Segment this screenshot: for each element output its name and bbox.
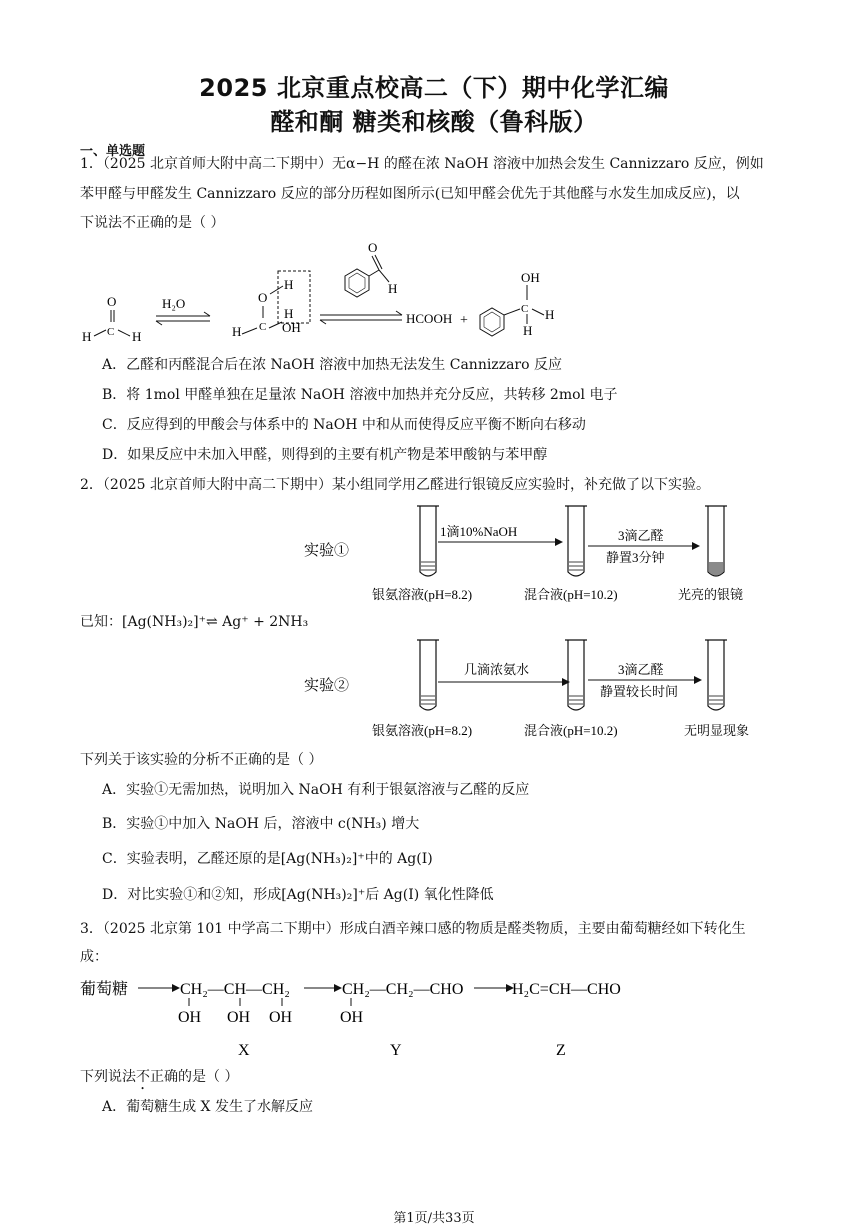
test-tube-1	[417, 640, 439, 710]
q2-known: 已知：[Ag(NH₃)₂]⁺⇌ Ag⁺ + 2NH₃	[80, 614, 309, 630]
benzaldehyde-structure	[345, 240, 397, 297]
atom-label: H	[132, 329, 142, 344]
atom-label: H	[232, 324, 242, 339]
exp1-label: 实验①	[304, 543, 350, 559]
x-formula: CH₂—CH—CH₂	[180, 981, 290, 998]
z-formula: H₂C=CH—CHO	[512, 981, 621, 998]
exp1-tube3-caption: 光亮的银镜	[678, 587, 744, 602]
hydrate-structure	[232, 271, 310, 339]
x-oh-2: OH	[227, 1009, 251, 1026]
q1-option-c: C．反应得到的甲酸会与体系中的 NaOH 中和从而使得反应平衡不断向右移动	[102, 417, 586, 433]
benzyl-alkoxide-structure	[480, 270, 554, 338]
atom-label: H	[545, 307, 555, 322]
test-tube-1	[417, 506, 439, 576]
q1-stem-line2: 苯甲醛与甲醛发生 Cannizzaro 反应的部分历程如图所示(已知甲醛会优先于其他醛与水发生加成反应)，以	[80, 186, 740, 202]
q2-stem: 2．（2025 北京首师大附中高二下期中）某小组同学用乙醛进行银镜反应实验时，补充做了以下实验。	[80, 477, 710, 493]
x-oh-3: OH	[269, 1009, 293, 1026]
atom-label: O	[107, 294, 117, 309]
page-title-line1: 2025 北京重点校高二（下）期中化学汇编	[199, 74, 669, 102]
formaldehyde-structure	[82, 294, 141, 344]
q3-question-emphasis: 不	[136, 1069, 150, 1085]
exp2-tube3-caption: 无明显现象	[684, 723, 750, 738]
plus-sign: +	[460, 313, 468, 328]
q2-option-d: D．对比实验①和②知，形成[Ag(NH₃)₂]⁺后 Ag(I) 氧化性降低	[102, 887, 494, 903]
atom-label: C	[521, 303, 529, 315]
section-label: 一、单选题	[80, 144, 146, 159]
q1-option-a: A．乙醛和丙醛混合后在浓 NaOH 溶液中加热无法发生 Cannizzaro 反应	[102, 357, 562, 373]
q3-question-pre: 下列说法	[80, 1069, 136, 1085]
atom-label: OH	[521, 270, 540, 285]
q1-reaction-scheme	[70, 238, 590, 348]
q3-question-post: 正确的是（ ）	[150, 1069, 239, 1085]
exp2-arrow2-top: 3滴乙醛	[618, 662, 664, 677]
q3-conversion-scheme	[76, 970, 676, 1062]
atom-label: H	[523, 323, 533, 338]
exp1-arrow2-bottom: 静置3分钟	[606, 550, 665, 565]
atom-label: H	[388, 281, 398, 296]
atom-label: OH	[282, 320, 301, 335]
y-oh: OH	[340, 1009, 364, 1026]
q2-experiment-1-diagram	[300, 500, 780, 608]
exp2-tube1-caption: 银氨溶液(pH=8.2)	[372, 723, 473, 738]
atom-label: C	[107, 326, 115, 338]
page-number: 第1页/共33页	[393, 1211, 475, 1226]
q1-stem-line3: 下说法不正确的是（ ）	[80, 215, 225, 231]
h2o-label: H₂O	[162, 296, 186, 311]
exp1-arrow2-top: 3滴乙醛	[618, 528, 664, 543]
label-x: X	[238, 1042, 250, 1059]
q2-experiment-2-diagram	[300, 634, 780, 742]
atom-label: H	[284, 306, 294, 321]
exp2-arrow2-bottom: 静置较长时间	[600, 684, 679, 699]
test-tube-2	[565, 640, 587, 710]
exp2-tube2-caption: 混合液(pH=10.2)	[524, 723, 618, 738]
q2-question: 下列关于该实验的分析不正确的是（ ）	[80, 752, 323, 768]
label-y: Y	[390, 1042, 402, 1059]
q3-stem-line1: 3．（2025 北京第 101 中学高二下期中）形成白酒辛辣口感的物质是醛类物质，主要由葡萄糖经如下转化生	[80, 921, 746, 937]
q2-option-a: A．实验①无需加热，说明加入 NaOH 有利于银氨溶液与乙醛的反应	[102, 782, 530, 798]
exp1-tube2-caption: 混合液(pH=10.2)	[524, 587, 618, 602]
test-tube-3	[705, 640, 727, 710]
exp1-tube1-caption: 银氨溶液(pH=8.2)	[372, 587, 473, 602]
q1-option-d: D．如果反应中未加入甲醛，则得到的主要有机产物是苯甲酸钠与苯甲醇	[102, 447, 548, 463]
test-tube-2	[565, 506, 587, 576]
atom-label: H	[82, 329, 92, 344]
atom-label: C	[259, 321, 267, 333]
exp2-arrow1-label: 几滴浓氨水	[464, 662, 530, 677]
glucose-label: 葡萄糖	[80, 981, 129, 998]
y-formula: CH₂—CH₂—CHO	[342, 981, 464, 998]
page-title-line2: 醛和酮 糖类和核酸（鲁科版）	[270, 108, 598, 136]
q2-option-c: C．实验表明，乙醛还原的是[Ag(NH₃)₂]⁺中的 Ag(I)	[102, 851, 433, 867]
q1-stem-line1: 1．（2025 北京首师大附中高二下期中）无α−H 的醛在浓 NaOH 溶液中加热会发生 Cannizzaro 反应，例如	[80, 156, 764, 172]
hcooh-label: HCOOH	[406, 311, 453, 326]
exp2-label: 实验②	[304, 678, 350, 694]
label-z: Z	[556, 1042, 566, 1059]
q3-option-a: A．葡萄糖生成 X 发生了水解反应	[102, 1099, 313, 1115]
x-oh-1: OH	[178, 1009, 202, 1026]
q2-option-b: B．实验①中加入 NaOH 后，溶液中 c(NH₃) 增大	[102, 816, 420, 832]
test-tube-3	[705, 506, 727, 576]
q1-option-b: B．将 1mol 甲醛单独在足量浓 NaOH 溶液中加热并充分反应，共转移 2mol 电子	[102, 387, 618, 403]
atom-label: O	[368, 240, 378, 255]
q3-stem-line2: 成：	[80, 949, 108, 965]
exp1-arrow1-label: 1滴10%NaOH	[440, 524, 518, 539]
q3-question	[80, 1066, 238, 1093]
atom-label: H	[284, 277, 294, 292]
atom-label: O	[258, 290, 268, 305]
